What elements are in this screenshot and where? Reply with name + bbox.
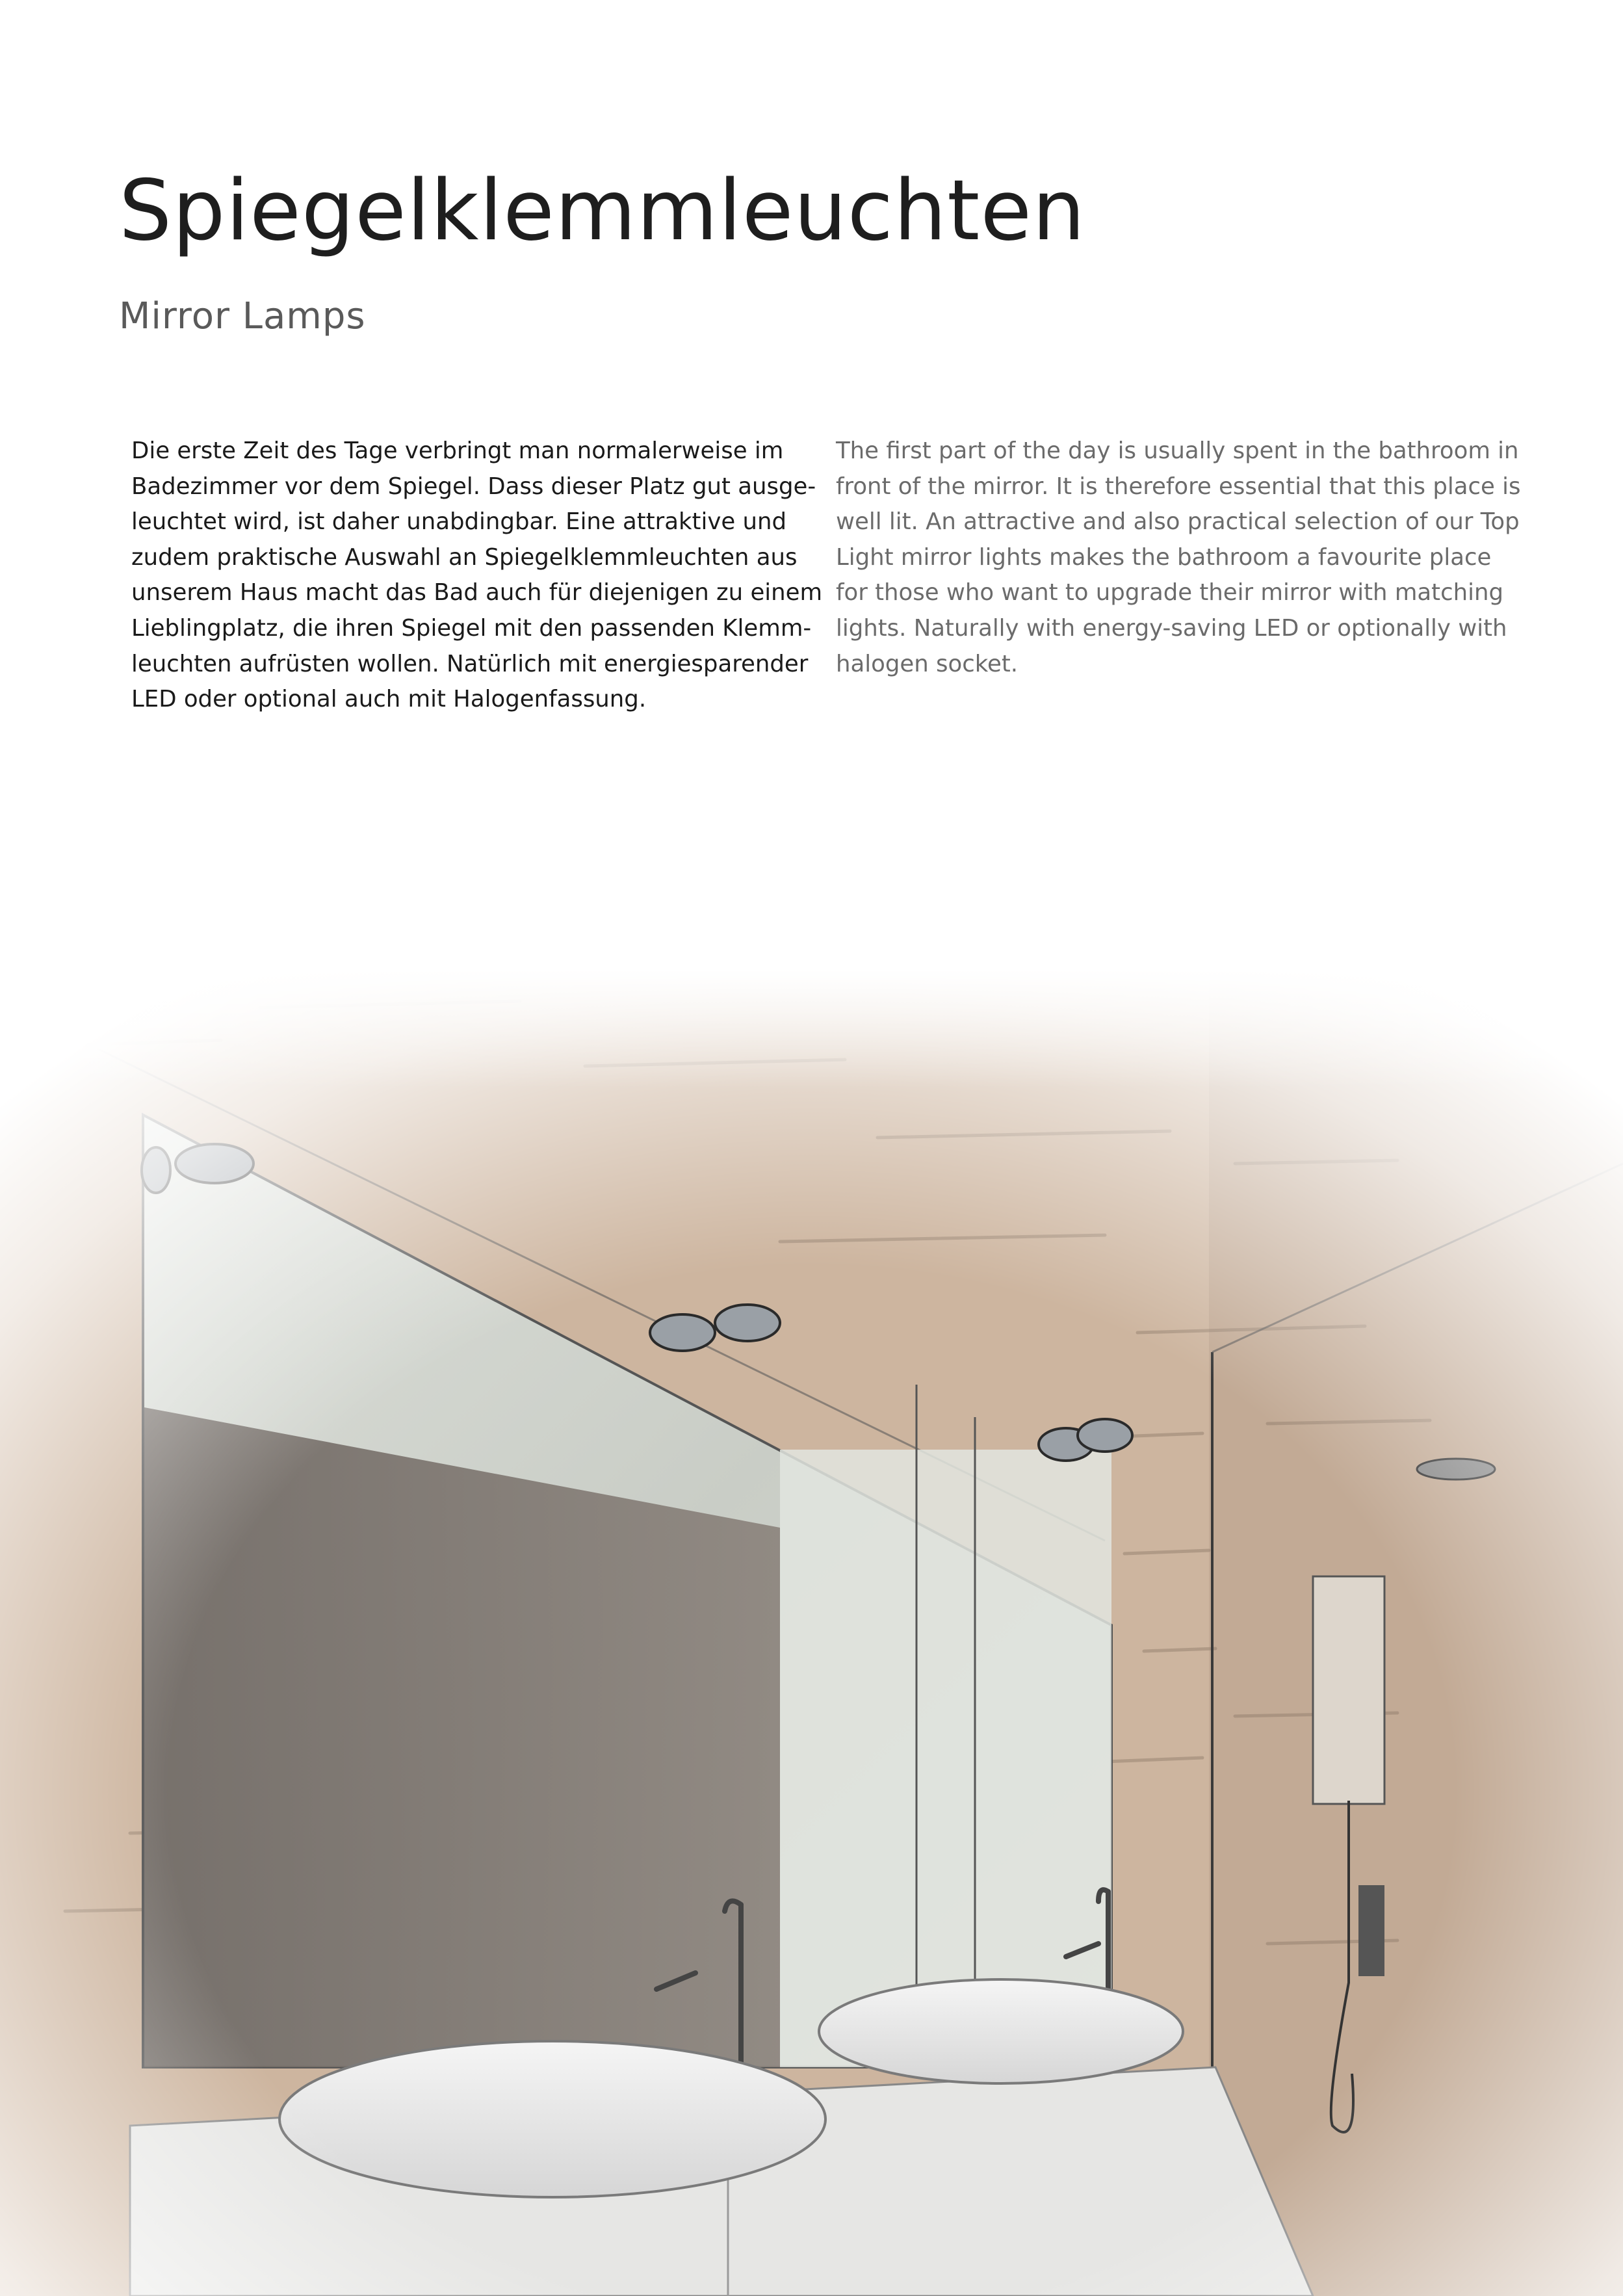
description-english-line: for those who want to upgrade their mirror with matching	[836, 579, 1503, 607]
page-subtitle: Mirror Lamps	[119, 295, 366, 337]
description-english-line: lights. Naturally with energy-saving LED or optionally with	[836, 614, 1507, 642]
description-english-line: well lit. An attractive and also practical selection of our Top	[836, 508, 1520, 536]
description-german-line: Badezimmer vor dem Spiegel. Dass dieser Platz gut ausge-	[131, 473, 816, 500]
description-german-line: leuchtet wird, ist daher unabdingbar. Eine attraktive und	[131, 508, 787, 536]
description-english-line: The first part of the day is usually spent in the bathroom in	[836, 437, 1519, 464]
description-english	[836, 434, 1520, 682]
description-german-line: leuchten aufrüsten wollen. Natürlich mit energiesparender	[131, 650, 809, 677]
description-english-line: Light mirror lights makes the bathroom a favourite place	[836, 543, 1492, 571]
description-german-line: Die erste Zeit des Tage verbringt man normalerweise im	[131, 437, 784, 464]
description-german-line: Lieblingplatz, die ihren Spiegel mit den passenden Klemm-	[131, 614, 812, 642]
description-english-line: front of the mirror. It is therefore essential that this place is	[836, 473, 1521, 500]
description-german-line: zudem praktische Auswahl an Spiegelklemmleuchten aus	[131, 543, 798, 571]
description-german	[131, 434, 822, 718]
description-german-line: LED oder optional auch mit Halogenfassung.	[131, 686, 647, 713]
description-english-line: halogen socket.	[836, 650, 1019, 677]
page-title: Spiegelklemmleuchten	[119, 163, 1086, 259]
bathroom-sketch-illustration	[0, 969, 1623, 2296]
description-german-line: unserem Haus macht das Bad auch für diejenigen zu einem	[131, 579, 823, 607]
